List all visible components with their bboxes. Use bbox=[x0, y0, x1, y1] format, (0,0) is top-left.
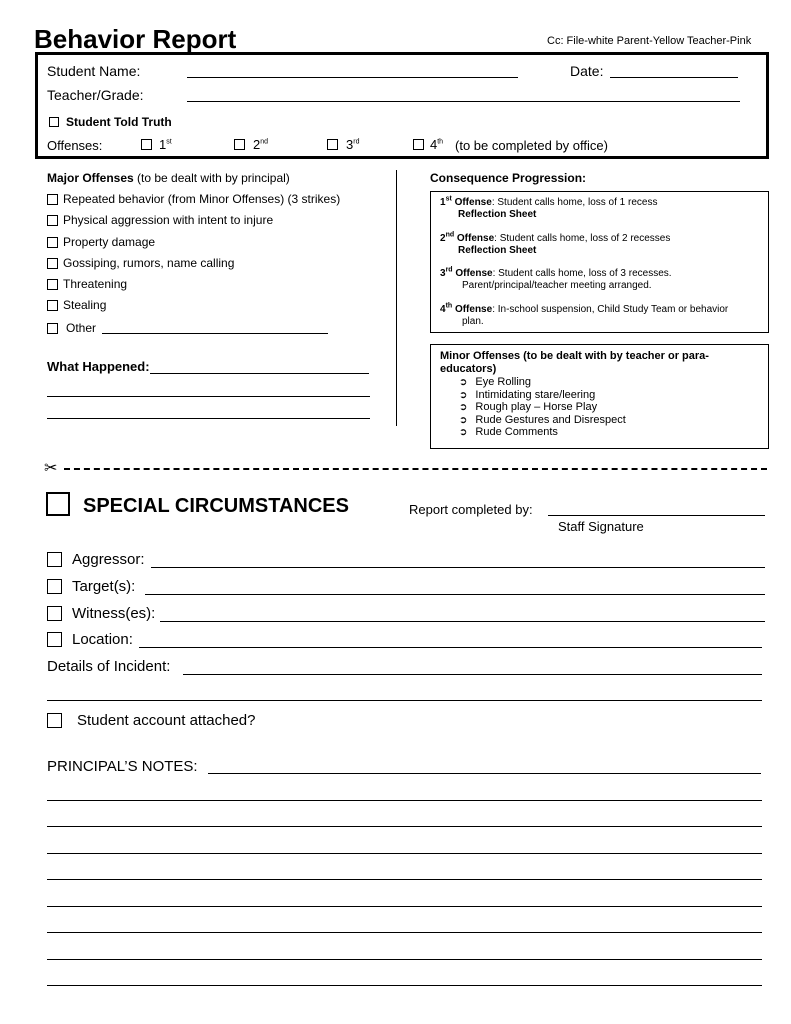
major-item-label: Gossiping, rumors, name calling bbox=[63, 256, 235, 270]
details-field[interactable] bbox=[47, 700, 762, 701]
offense-2-checkbox[interactable] bbox=[234, 139, 245, 150]
told-truth-label: Student Told Truth bbox=[66, 115, 172, 129]
minor-offenses-heading: Minor Offenses (to be dealt with by teacher or para- bbox=[440, 350, 709, 362]
details-label: Details of Incident: bbox=[47, 658, 171, 675]
major-item-checkbox[interactable] bbox=[47, 279, 58, 290]
major-item-checkbox[interactable] bbox=[47, 323, 58, 334]
minor-item: ➲ Rude Comments bbox=[459, 426, 558, 438]
major-item-label: Other bbox=[66, 321, 97, 335]
staff-signature-label: Staff Signature bbox=[558, 519, 644, 534]
location-label: Location: bbox=[72, 631, 133, 648]
consequence-item: 4th Offense: In-school suspension, Child Study Team or behavior bbox=[440, 302, 729, 315]
student-account-checkbox[interactable] bbox=[47, 713, 62, 728]
offense-1-label: 1st bbox=[159, 137, 172, 152]
major-item-checkbox[interactable] bbox=[47, 300, 58, 311]
told-truth-checkbox[interactable] bbox=[49, 117, 59, 127]
aggressor-label: Aggressor: bbox=[72, 551, 145, 568]
principal-notes-field[interactable] bbox=[47, 853, 762, 854]
special-circumstances-title: SPECIAL CIRCUMSTANCES bbox=[83, 495, 349, 517]
what-happened-field[interactable] bbox=[150, 373, 369, 374]
what-happened-label: What Happened: bbox=[47, 359, 150, 374]
location-checkbox[interactable] bbox=[47, 632, 62, 647]
major-item-checkbox[interactable] bbox=[47, 237, 58, 248]
consequence-item: 2nd Offense: Student calls home, loss of 2 recesses bbox=[440, 231, 671, 244]
minor-item: ➲ Intimidating stare/leering bbox=[459, 389, 596, 401]
aggressor-checkbox[interactable] bbox=[47, 552, 62, 567]
principal-notes-field[interactable] bbox=[47, 906, 762, 907]
principal-notes-field[interactable] bbox=[47, 959, 762, 960]
student-name-label: Student Name: bbox=[47, 63, 141, 79]
major-item-label: Stealing bbox=[63, 298, 107, 312]
scissors-icon: ✂ bbox=[44, 460, 58, 477]
what-happened-field[interactable] bbox=[47, 418, 370, 419]
major-item-label: Threatening bbox=[63, 277, 128, 291]
principal-notes-field[interactable] bbox=[208, 773, 761, 774]
staff-signature-field[interactable] bbox=[548, 515, 765, 516]
major-item-checkbox[interactable] bbox=[47, 215, 58, 226]
offense-4-label: 4th bbox=[430, 137, 444, 152]
consequence-item: 3rd Offense: Student calls home, loss of 3 recesses. bbox=[440, 266, 672, 279]
consequence-item-detail: Reflection Sheet bbox=[458, 245, 537, 256]
witnesses-field[interactable] bbox=[160, 621, 765, 622]
location-field[interactable] bbox=[139, 647, 762, 648]
minor-offenses-heading-cont: educators) bbox=[440, 363, 497, 375]
major-item-label: Physical aggression with intent to injure bbox=[63, 213, 274, 227]
offense-3-label: 3rd bbox=[346, 137, 360, 152]
major-item-label: Repeated behavior (from Minor Offenses) (3 strikes) bbox=[63, 192, 341, 206]
special-circumstances-checkbox[interactable] bbox=[46, 492, 70, 516]
major-item-label: Property damage bbox=[63, 235, 156, 249]
teacher-grade-label: Teacher/Grade: bbox=[47, 87, 144, 103]
consequence-item-detail: Parent/principal/teacher meeting arranged. bbox=[462, 280, 652, 291]
offense-2-label: 2nd bbox=[253, 137, 269, 152]
page-title: Behavior Report bbox=[34, 24, 237, 54]
aggressor-field[interactable] bbox=[151, 567, 765, 568]
date-label: Date: bbox=[570, 63, 604, 79]
student-name-field[interactable] bbox=[187, 77, 518, 78]
arrow-bullet-icon: ➲ bbox=[459, 377, 468, 388]
arrow-bullet-icon: ➲ bbox=[459, 402, 468, 413]
consequence-item-detail: plan. bbox=[462, 316, 484, 327]
targets-label: Target(s): bbox=[72, 578, 136, 595]
principal-notes-field[interactable] bbox=[47, 985, 762, 986]
teacher-grade-field[interactable] bbox=[187, 101, 740, 102]
other-field[interactable] bbox=[102, 333, 328, 334]
targets-checkbox[interactable] bbox=[47, 579, 62, 594]
consequence-item: 1st Offense: Student calls home, loss of 1 recess bbox=[440, 195, 658, 208]
column-divider bbox=[396, 170, 397, 426]
minor-item: ➲ Rough play – Horse Play bbox=[459, 401, 598, 413]
principal-notes-field[interactable] bbox=[47, 800, 762, 801]
consequence-item-detail: Reflection Sheet bbox=[458, 209, 537, 220]
targets-field[interactable] bbox=[145, 594, 765, 595]
minor-item: ➲ Rude Gestures and Disrespect bbox=[459, 414, 626, 426]
principal-notes-field[interactable] bbox=[47, 879, 762, 880]
cc-note: Cc: File-white Parent-Yellow Teacher-Pink bbox=[547, 35, 752, 47]
arrow-bullet-icon: ➲ bbox=[459, 390, 468, 401]
office-note: (to be completed by office) bbox=[455, 138, 608, 153]
offenses-label: Offenses: bbox=[47, 138, 103, 153]
offense-4-checkbox[interactable] bbox=[413, 139, 424, 150]
principal-notes-label: PRINCIPAL’S NOTES: bbox=[47, 758, 198, 775]
major-item-checkbox[interactable] bbox=[47, 258, 58, 269]
principal-notes-field[interactable] bbox=[47, 932, 762, 933]
offense-1-checkbox[interactable] bbox=[141, 139, 152, 150]
principal-notes-field[interactable] bbox=[47, 826, 762, 827]
consequence-heading: Consequence Progression: bbox=[430, 171, 587, 185]
arrow-bullet-icon: ➲ bbox=[459, 415, 468, 426]
witnesses-label: Witness(es): bbox=[72, 605, 156, 622]
student-account-label: Student account attached? bbox=[77, 712, 256, 729]
what-happened-field[interactable] bbox=[47, 396, 370, 397]
date-field[interactable] bbox=[610, 77, 738, 78]
major-offenses-heading: Major Offenses (to be dealt with by principal) bbox=[47, 171, 290, 185]
witnesses-checkbox[interactable] bbox=[47, 606, 62, 621]
details-field[interactable] bbox=[183, 674, 762, 675]
major-item-checkbox[interactable] bbox=[47, 194, 58, 205]
arrow-bullet-icon: ➲ bbox=[459, 427, 468, 438]
cut-line bbox=[64, 468, 767, 470]
minor-item: ➲ Eye Rolling bbox=[459, 376, 532, 388]
report-completed-label: Report completed by: bbox=[409, 502, 533, 517]
offense-3-checkbox[interactable] bbox=[327, 139, 338, 150]
